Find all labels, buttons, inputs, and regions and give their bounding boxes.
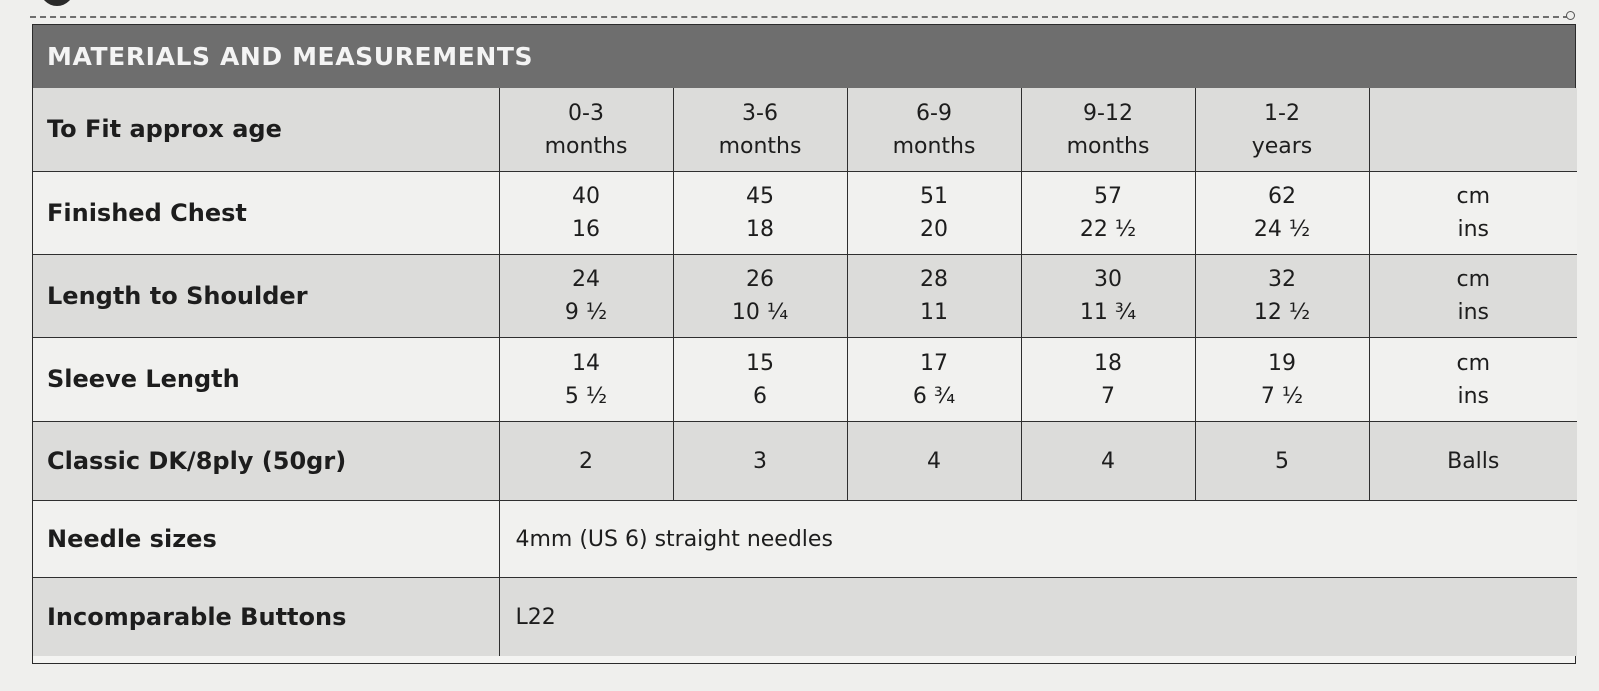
row-label-needles: Needle sizes [33,501,499,578]
chest-cell: 40 16 [499,172,673,255]
yarn-cell: 3 [673,422,847,501]
row-label-chest: Finished Chest [33,172,499,255]
sleeve-cell: 18 7 [1021,338,1195,422]
yarn-unit-cell: Balls [1369,422,1577,501]
sleeve-cell: 15 6 [673,338,847,422]
yarn-cell: 4 [1021,422,1195,501]
table-title: MATERIALS AND MEASUREMENTS [47,42,534,71]
shoulder-cell: 28 11 [847,255,1021,338]
shoulder-cell: 26 10 ¼ [673,255,847,338]
yarn-cell: 5 [1195,422,1369,501]
chest-cell: 62 24 ½ [1195,172,1369,255]
row-buttons [33,578,1577,657]
row-needles [33,501,1577,578]
age-cell: 3-6 months [673,88,847,172]
row-label-age: To Fit approx age [33,88,499,172]
row-chest [33,172,1577,255]
chest-unit-cell: cm ins [1369,172,1577,255]
sleeve-cell: 19 7 ½ [1195,338,1369,422]
row-shoulder [33,255,1577,338]
age-cell: 9-12 months [1021,88,1195,172]
shoulder-cell: 32 12 ½ [1195,255,1369,338]
shoulder-cell: 24 9 ½ [499,255,673,338]
age-cell: 0-3 months [499,88,673,172]
row-sleeve [33,338,1577,422]
corner-mark [40,0,74,6]
materials-measurements-table [33,88,1577,656]
yarn-cell: 4 [847,422,1021,501]
shoulder-unit-cell: cm ins [1369,255,1577,338]
row-yarn [33,422,1577,501]
materials-table-panel [32,24,1576,664]
table-header-bar [33,25,1575,88]
cut-line-end-dot [1566,11,1575,20]
yarn-cell: 2 [499,422,673,501]
sleeve-unit-cell: cm ins [1369,338,1577,422]
chest-cell: 51 20 [847,172,1021,255]
row-label-yarn: Classic DK/8ply (50gr) [33,422,499,501]
sleeve-cell: 14 5 ½ [499,338,673,422]
row-label-buttons: Incomparable Buttons [33,578,499,657]
sleeve-cell: 17 6 ¾ [847,338,1021,422]
needles-value: 4mm (US 6) straight needles [499,501,1577,578]
chest-cell: 57 22 ½ [1021,172,1195,255]
cut-line [30,16,1569,18]
age-cell: 1-2 years [1195,88,1369,172]
row-label-shoulder: Length to Shoulder [33,255,499,338]
row-label-sleeve: Sleeve Length [33,338,499,422]
age-unit-cell [1369,88,1577,172]
age-cell: 6-9 months [847,88,1021,172]
shoulder-cell: 30 11 ¾ [1021,255,1195,338]
row-age [33,88,1577,172]
buttons-value: L22 [499,578,1577,657]
chest-cell: 45 18 [673,172,847,255]
